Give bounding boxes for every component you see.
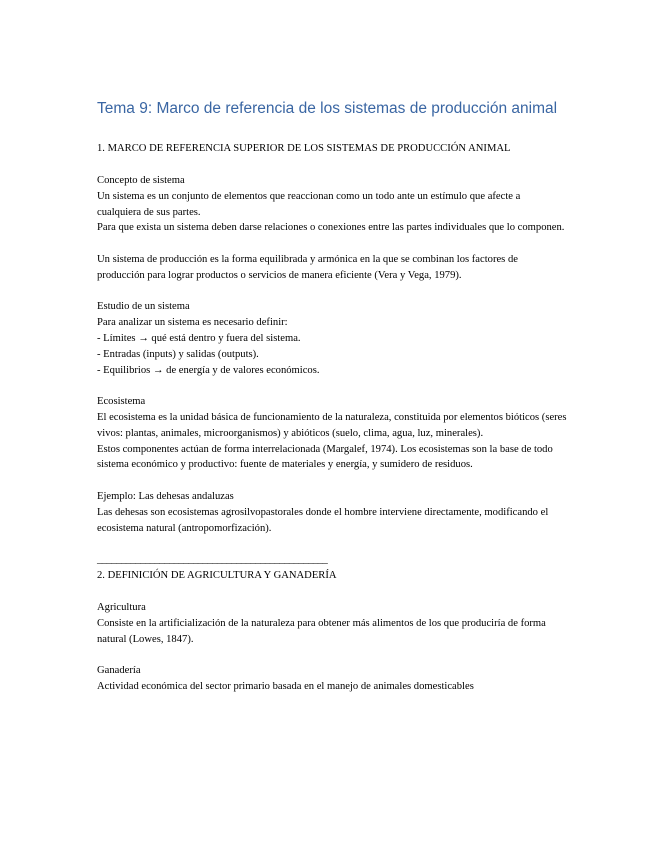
ecosistema-paragraph-2: Estos componentes actúan de forma interrelacionada (Margalef, 1974). Los ecosistemas son la base de todo sistema económico y productivo: fuente de materiales y energía, y sumidero de residuos. — [97, 443, 553, 471]
agricultura-subheading: Agricultura — [97, 601, 146, 613]
document-title: Tema 9: Marco de referencia de los sistemas de producción animal — [97, 100, 558, 117]
estudio-item-limites: - Límites → qué está dentro y fuera del sistema. — [97, 332, 301, 344]
estudio-block — [97, 299, 567, 378]
section-1-heading: 1. MARCO DE REFERENCIA SUPERIOR DE LOS SISTEMAS DE PRODUCCIÓN ANIMAL — [97, 143, 511, 154]
concepto-paragraph-2: Para que exista un sistema deben darse relaciones o conexiones entre las partes individuales que lo componen. — [97, 222, 565, 234]
ejemplo-subheading: Ejemplo: Las dehesas andaluzas — [97, 490, 234, 502]
ecosistema-paragraph-1: El ecosistema es la unidad básica de funcionamiento de la naturaleza, constituida por elementos bióticos (seres vivos: plantas, animales, microorganismos) y abióticos (suelo, clima, agua, luz, minerales). — [97, 411, 567, 439]
document-page — [97, 99, 567, 711]
produccion-paragraph: Un sistema de producción es la forma equilibrada y armónica en la que se combinan los factores de producción para lograr productos o servicios de manera eficiente (Vera y Vega, 1979). — [97, 253, 518, 281]
ganaderia-block — [97, 663, 567, 695]
agricultura-block — [97, 600, 567, 647]
section-separator: ________________________________________________ — [97, 554, 328, 566]
ecosistema-subheading: Ecosistema — [97, 396, 146, 408]
estudio-item-equilibrios: - Equilibrios → de energía y de valores económicos. — [97, 364, 320, 376]
concepto-paragraph-1: Un sistema es un conjunto de elementos que reaccionan como un todo ante un estímulo que afecte a cualquiera de sus partes. — [97, 190, 521, 218]
ejemplo-block — [97, 489, 567, 536]
ganaderia-subheading: Ganadería — [97, 665, 141, 677]
produccion-block — [97, 252, 567, 284]
section-2-heading: 2. DEFINICIÓN DE AGRICULTURA Y GANADERÍA — [97, 569, 337, 581]
ganaderia-paragraph: Actividad económica del sector primario basada en el manejo de animales domesticables — [97, 680, 474, 692]
concepto-subheading: Concepto de sistema — [97, 175, 185, 186]
estudio-subheading: Estudio de un sistema — [97, 301, 190, 313]
ejemplo-paragraph: Las dehesas son ecosistemas agrosilvopastorales donde el hombre interviene directamente, modificando el ecosistema natural (antropomorfización). — [97, 506, 549, 534]
estudio-item-entradas: - Entradas (inputs) y salidas (outputs). — [97, 348, 259, 360]
ecosistema-block — [97, 394, 567, 473]
concepto-block — [97, 173, 567, 236]
estudio-intro: Para analizar un sistema es necesario definir: — [97, 317, 288, 329]
agricultura-paragraph: Consiste en la artificialización de la naturaleza para obtener más alimentos de los que produciría de forma natural (Lowes, 1847). — [97, 617, 546, 645]
